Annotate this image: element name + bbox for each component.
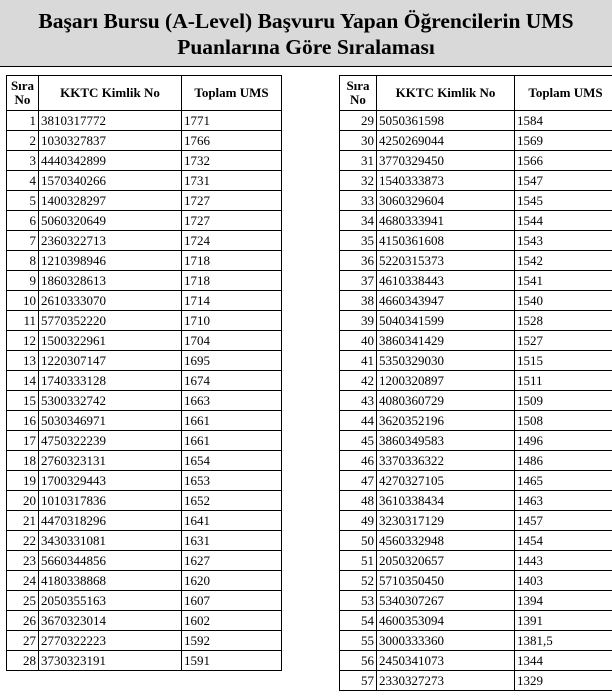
table-row xyxy=(340,611,612,631)
rank-cell: 15 xyxy=(7,391,39,411)
table-row xyxy=(340,571,612,591)
table-row xyxy=(340,391,612,411)
table-row xyxy=(340,171,612,191)
page-title-line-2: Puanlarına Göre Sıralaması xyxy=(177,35,435,59)
id-cell: 2050320657 xyxy=(377,551,515,571)
table-row xyxy=(340,351,612,371)
table-row xyxy=(7,351,282,371)
page-title-line-1: Başarı Bursu (A-Level) Başvuru Yapan Öğrencilerin UMS xyxy=(38,9,574,33)
id-cell: 5040341599 xyxy=(377,311,515,331)
rank-cell: 2 xyxy=(7,131,39,151)
id-cell: 5060320649 xyxy=(39,211,182,231)
ums-cell: 1661 xyxy=(182,431,282,451)
rank-cell: 44 xyxy=(340,411,377,431)
table-row xyxy=(7,211,282,231)
table-row xyxy=(340,371,612,391)
id-cell: 2760323131 xyxy=(39,451,182,471)
table-row xyxy=(7,291,282,311)
table-row xyxy=(7,311,282,331)
ums-cell: 1508 xyxy=(515,411,612,431)
rank-cell: 10 xyxy=(7,291,39,311)
ums-cell: 1766 xyxy=(182,131,282,151)
table-row xyxy=(7,171,282,191)
rank-cell: 24 xyxy=(7,571,39,591)
ums-cell: 1654 xyxy=(182,451,282,471)
ranking-table-left xyxy=(6,75,282,671)
rank-cell: 33 xyxy=(340,191,377,211)
rank-cell: 4 xyxy=(7,171,39,191)
table-row xyxy=(340,131,612,151)
table-row xyxy=(340,531,612,551)
rank-cell: 35 xyxy=(340,231,377,251)
table-row xyxy=(340,551,612,571)
rank-cell: 41 xyxy=(340,351,377,371)
page-title xyxy=(0,0,612,67)
rank-cell: 50 xyxy=(340,531,377,551)
ums-cell: 1403 xyxy=(515,571,612,591)
id-cell: 5050361598 xyxy=(377,111,515,131)
table-row xyxy=(7,571,282,591)
table-row xyxy=(340,311,612,331)
ums-cell: 1727 xyxy=(182,191,282,211)
rank-cell: 28 xyxy=(7,651,39,671)
rank-cell: 36 xyxy=(340,251,377,271)
id-cell: 5770352220 xyxy=(39,311,182,331)
table-header-row xyxy=(340,76,612,111)
ums-cell: 1724 xyxy=(182,231,282,251)
ums-cell: 1607 xyxy=(182,591,282,611)
ums-cell: 1771 xyxy=(182,111,282,131)
id-cell: 3000333360 xyxy=(377,631,515,651)
ums-cell: 1391 xyxy=(515,611,612,631)
id-cell: 4080360729 xyxy=(377,391,515,411)
ranking-table-right xyxy=(339,75,612,691)
rank-cell: 40 xyxy=(340,331,377,351)
id-cell: 3810317772 xyxy=(39,111,182,131)
ums-cell: 1695 xyxy=(182,351,282,371)
ums-cell: 1544 xyxy=(515,211,612,231)
id-cell: 1570340266 xyxy=(39,171,182,191)
table-row xyxy=(7,471,282,491)
table-row xyxy=(7,431,282,451)
ums-cell: 1566 xyxy=(515,151,612,171)
ums-cell: 1732 xyxy=(182,151,282,171)
ums-cell: 1631 xyxy=(182,531,282,551)
ums-cell: 1620 xyxy=(182,571,282,591)
id-cell: 3370336322 xyxy=(377,451,515,471)
rank-cell: 30 xyxy=(340,131,377,151)
id-cell: 1860328613 xyxy=(39,271,182,291)
rank-cell: 16 xyxy=(7,411,39,431)
rank-cell: 38 xyxy=(340,291,377,311)
header-rank-no: Sıra No xyxy=(340,76,377,111)
ums-cell: 1674 xyxy=(182,371,282,391)
table-row xyxy=(7,531,282,551)
id-cell: 1210398946 xyxy=(39,251,182,271)
id-cell: 5350329030 xyxy=(377,351,515,371)
id-cell: 3620352196 xyxy=(377,411,515,431)
header-id-no: KKTC Kimlik No xyxy=(377,76,515,111)
ums-cell: 1545 xyxy=(515,191,612,211)
table-row xyxy=(340,411,612,431)
rank-cell: 39 xyxy=(340,311,377,331)
ums-cell: 1511 xyxy=(515,371,612,391)
id-cell: 4660343947 xyxy=(377,291,515,311)
rank-cell: 27 xyxy=(7,631,39,651)
ums-cell: 1509 xyxy=(515,391,612,411)
table-row xyxy=(340,191,612,211)
id-cell: 2770322223 xyxy=(39,631,182,651)
table-row xyxy=(340,231,612,251)
id-cell: 4270327105 xyxy=(377,471,515,491)
table-row xyxy=(7,231,282,251)
id-cell: 4680333941 xyxy=(377,211,515,231)
rank-cell: 47 xyxy=(340,471,377,491)
rank-cell: 11 xyxy=(7,311,39,331)
ums-cell: 1465 xyxy=(515,471,612,491)
ums-cell: 1704 xyxy=(182,331,282,351)
table-row xyxy=(7,511,282,531)
ums-cell: 1443 xyxy=(515,551,612,571)
id-cell: 3610338434 xyxy=(377,491,515,511)
ums-cell: 1710 xyxy=(182,311,282,331)
rank-cell: 32 xyxy=(340,171,377,191)
table-row xyxy=(340,651,612,671)
id-cell: 4440342899 xyxy=(39,151,182,171)
ums-cell: 1627 xyxy=(182,551,282,571)
rank-cell: 3 xyxy=(7,151,39,171)
ums-cell: 1454 xyxy=(515,531,612,551)
id-cell: 3730323191 xyxy=(39,651,182,671)
ums-cell: 1394 xyxy=(515,591,612,611)
table-row xyxy=(7,191,282,211)
table-row xyxy=(7,251,282,271)
table-row xyxy=(340,291,612,311)
rank-cell: 57 xyxy=(340,671,377,691)
rank-cell: 55 xyxy=(340,631,377,651)
ums-cell: 1344 xyxy=(515,651,612,671)
id-cell: 3860349583 xyxy=(377,431,515,451)
rank-cell: 17 xyxy=(7,431,39,451)
table-row xyxy=(7,451,282,471)
id-cell: 1200320897 xyxy=(377,371,515,391)
rank-cell: 12 xyxy=(7,331,39,351)
id-cell: 5030346971 xyxy=(39,411,182,431)
table-row xyxy=(7,111,282,131)
ums-cell: 1381,5 xyxy=(515,631,612,651)
table-row xyxy=(340,271,612,291)
id-cell: 3430331081 xyxy=(39,531,182,551)
table-row xyxy=(7,651,282,671)
ums-cell: 1718 xyxy=(182,271,282,291)
rank-cell: 9 xyxy=(7,271,39,291)
header-rank-no: Sıra No xyxy=(7,76,39,111)
rank-cell: 37 xyxy=(340,271,377,291)
ums-cell: 1542 xyxy=(515,251,612,271)
rank-cell: 46 xyxy=(340,451,377,471)
rank-cell: 14 xyxy=(7,371,39,391)
ums-cell: 1727 xyxy=(182,211,282,231)
rank-cell: 49 xyxy=(340,511,377,531)
table-row xyxy=(340,111,612,131)
ums-cell: 1329 xyxy=(515,671,612,691)
ums-cell: 1718 xyxy=(182,251,282,271)
id-cell: 2610333070 xyxy=(39,291,182,311)
header-total-ums: Toplam UMS xyxy=(515,76,612,111)
ums-cell: 1515 xyxy=(515,351,612,371)
rank-cell: 31 xyxy=(340,151,377,171)
ums-cell: 1714 xyxy=(182,291,282,311)
table-row xyxy=(7,631,282,651)
table-row xyxy=(7,151,282,171)
table-header-row xyxy=(7,76,282,111)
table-row xyxy=(7,611,282,631)
id-cell: 4180338868 xyxy=(39,571,182,591)
id-cell: 2050355163 xyxy=(39,591,182,611)
id-cell: 5660344856 xyxy=(39,551,182,571)
id-cell: 1540333873 xyxy=(377,171,515,191)
id-cell: 2360322713 xyxy=(39,231,182,251)
ums-cell: 1591 xyxy=(182,651,282,671)
ums-cell: 1527 xyxy=(515,331,612,351)
ums-cell: 1547 xyxy=(515,171,612,191)
ums-cell: 1641 xyxy=(182,511,282,531)
table-row xyxy=(340,491,612,511)
id-cell: 5300332742 xyxy=(39,391,182,411)
id-cell: 3230317129 xyxy=(377,511,515,531)
table-row xyxy=(7,411,282,431)
table-row xyxy=(340,331,612,351)
id-cell: 3770329450 xyxy=(377,151,515,171)
ums-cell: 1543 xyxy=(515,231,612,251)
id-cell: 4750322239 xyxy=(39,431,182,451)
ums-cell: 1653 xyxy=(182,471,282,491)
ums-cell: 1663 xyxy=(182,391,282,411)
table-row xyxy=(340,591,612,611)
table-row xyxy=(340,671,612,691)
header-id-no: KKTC Kimlik No xyxy=(39,76,182,111)
rank-cell: 21 xyxy=(7,511,39,531)
ums-cell: 1731 xyxy=(182,171,282,191)
table-row xyxy=(7,391,282,411)
table-row xyxy=(340,471,612,491)
table-row xyxy=(7,591,282,611)
id-cell: 1010317836 xyxy=(39,491,182,511)
id-cell: 3670323014 xyxy=(39,611,182,631)
table-row xyxy=(7,331,282,351)
table-row xyxy=(340,211,612,231)
rank-cell: 8 xyxy=(7,251,39,271)
ums-cell: 1661 xyxy=(182,411,282,431)
ums-cell: 1602 xyxy=(182,611,282,631)
id-cell: 5710350450 xyxy=(377,571,515,591)
rank-cell: 20 xyxy=(7,491,39,511)
id-cell: 1740333128 xyxy=(39,371,182,391)
ums-cell: 1486 xyxy=(515,451,612,471)
rank-cell: 45 xyxy=(340,431,377,451)
id-cell: 1030327837 xyxy=(39,131,182,151)
header-total-ums: Toplam UMS xyxy=(182,76,282,111)
rank-cell: 25 xyxy=(7,591,39,611)
table-row xyxy=(7,491,282,511)
ums-cell: 1584 xyxy=(515,111,612,131)
ums-cell: 1652 xyxy=(182,491,282,511)
ums-cell: 1463 xyxy=(515,491,612,511)
ranking-table-left-body xyxy=(7,111,282,671)
ums-cell: 1457 xyxy=(515,511,612,531)
rank-cell: 19 xyxy=(7,471,39,491)
rank-cell: 52 xyxy=(340,571,377,591)
rank-cell: 56 xyxy=(340,651,377,671)
id-cell: 4250269044 xyxy=(377,131,515,151)
rank-cell: 13 xyxy=(7,351,39,371)
table-row xyxy=(340,251,612,271)
table-row xyxy=(340,511,612,531)
id-cell: 1700329443 xyxy=(39,471,182,491)
rank-cell: 23 xyxy=(7,551,39,571)
id-cell: 4610338443 xyxy=(377,271,515,291)
rank-cell: 1 xyxy=(7,111,39,131)
table-row xyxy=(340,631,612,651)
rank-cell: 42 xyxy=(340,371,377,391)
table-row xyxy=(7,271,282,291)
id-cell: 5220315373 xyxy=(377,251,515,271)
table-row xyxy=(340,451,612,471)
id-cell: 1500322961 xyxy=(39,331,182,351)
rank-cell: 6 xyxy=(7,211,39,231)
id-cell: 3060329604 xyxy=(377,191,515,211)
rank-cell: 22 xyxy=(7,531,39,551)
ums-cell: 1540 xyxy=(515,291,612,311)
rank-cell: 53 xyxy=(340,591,377,611)
id-cell: 3860341429 xyxy=(377,331,515,351)
rank-cell: 26 xyxy=(7,611,39,631)
id-cell: 4600353094 xyxy=(377,611,515,631)
rank-cell: 7 xyxy=(7,231,39,251)
id-cell: 1400328297 xyxy=(39,191,182,211)
rank-cell: 51 xyxy=(340,551,377,571)
ums-cell: 1541 xyxy=(515,271,612,291)
rank-cell: 34 xyxy=(340,211,377,231)
ums-cell: 1569 xyxy=(515,131,612,151)
table-row xyxy=(7,371,282,391)
id-cell: 4560332948 xyxy=(377,531,515,551)
id-cell: 2330327273 xyxy=(377,671,515,691)
ranking-table-right-body xyxy=(340,111,612,691)
ums-cell: 1592 xyxy=(182,631,282,651)
table-row xyxy=(7,131,282,151)
table-row xyxy=(340,151,612,171)
id-cell: 2450341073 xyxy=(377,651,515,671)
rank-cell: 5 xyxy=(7,191,39,211)
rank-cell: 54 xyxy=(340,611,377,631)
table-row xyxy=(7,551,282,571)
rank-cell: 43 xyxy=(340,391,377,411)
id-cell: 4150361608 xyxy=(377,231,515,251)
table-row xyxy=(340,431,612,451)
rank-cell: 48 xyxy=(340,491,377,511)
id-cell: 4470318296 xyxy=(39,511,182,531)
id-cell: 5340307267 xyxy=(377,591,515,611)
ums-cell: 1496 xyxy=(515,431,612,451)
rank-cell: 29 xyxy=(340,111,377,131)
id-cell: 1220307147 xyxy=(39,351,182,371)
rank-cell: 18 xyxy=(7,451,39,471)
ums-cell: 1528 xyxy=(515,311,612,331)
